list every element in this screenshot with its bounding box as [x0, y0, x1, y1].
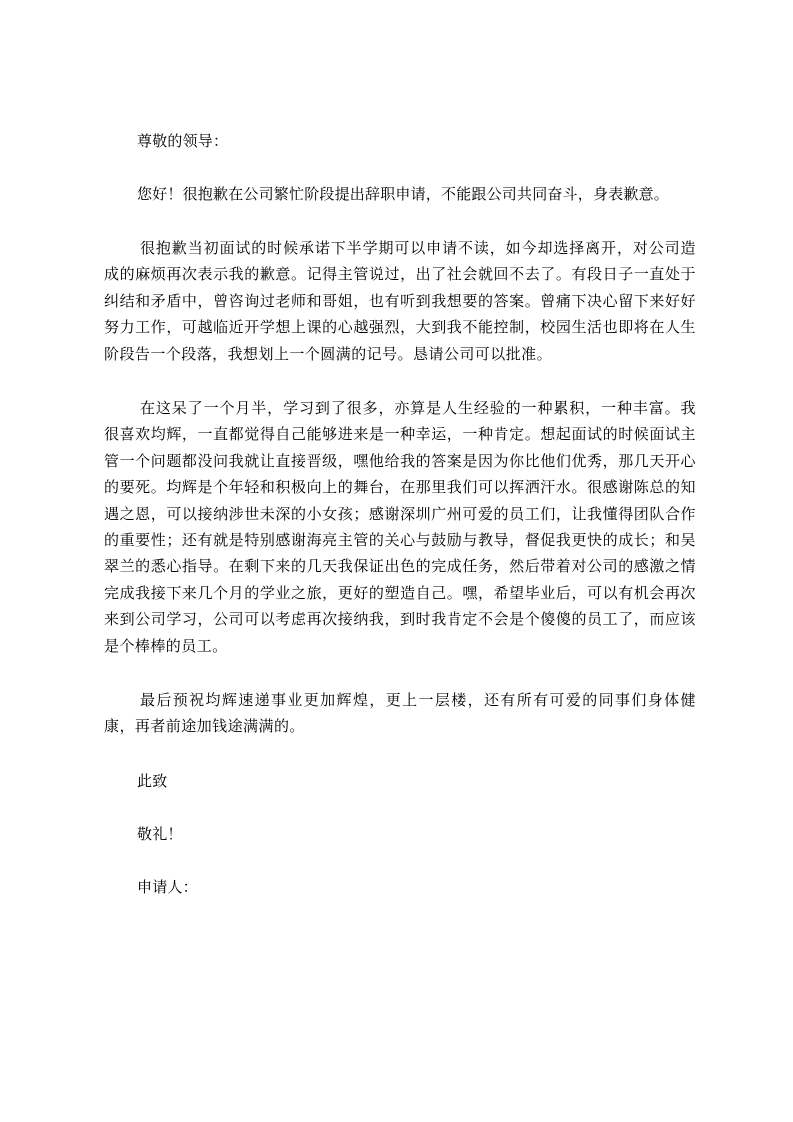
paragraph-wishes: 最后预祝均辉速递事业更加辉煌，更上一层楼，还有所有可爱的同事们身体健康，再者前途加钱途满满的。 [104, 691, 696, 736]
applicant-label: 申请人： [137, 878, 198, 896]
paragraph-gratitude: 在这呆了一个月半，学习到了很多，亦算是人生经验的一种累积，一种丰富。我很喜欢均辉，一直都觉得自己能够进来是一种幸运，一种肯定。想起面试的时候面试主管一个问题都没问我就让直接晋级，嘿他给我的答案是因为你比他们优秀，那几天开心的要死。均辉是个年轻和积极向上的舞台，在那里我们可以挥洒汗水。很感谢陈总的知遇之恩，可以接纳涉世未深的小女孩；感谢深圳广州可爱的员工们，让我懂得团队合作的重要性；还有就是特别感谢海亮主管的关心与鼓励与教导，督促我更快的成长；和吴翠兰的悉心指导。在剩下来的几天我保证出色的完成任务，然后带着对公司的感激之情完成我接下来几个月的学业之旅，更好的塑造自己。嘿，希望毕业后，可以有机会再次来到公司学习，公司可以考虑再次接纳我，到时我肯定不会是个傻傻的员工了，而应该是个棒棒的员工。 [104, 399, 696, 655]
closing-jingli: 敬礼！ [137, 825, 183, 843]
paragraph-apology: 很抱歉当初面试的时候承诺下半学期可以申请不读，如今却选择离开，对公司造成的麻烦再次表示我的歉意。记得主管说过，出了社会就回不去了。有段日子一直处于纠结和矛盾中，曾咨询过老师和哥姐，也有听到我想要的答案。曾痛下决心留下来好好努力工作，可越临近开学想上课的心越强烈，大到我不能控制，校园生活也即将在人生阶段告一个段落，我想划上一个圆满的记号。恳请公司可以批准。 [104, 239, 696, 363]
salutation: 尊敬的领导： [137, 132, 229, 150]
closing-cizhi: 此致 [137, 772, 168, 790]
greeting: 您好！很抱歉在公司繁忙阶段提出辞职申请，不能跟公司共同奋斗，身表歉意。 [137, 185, 670, 203]
